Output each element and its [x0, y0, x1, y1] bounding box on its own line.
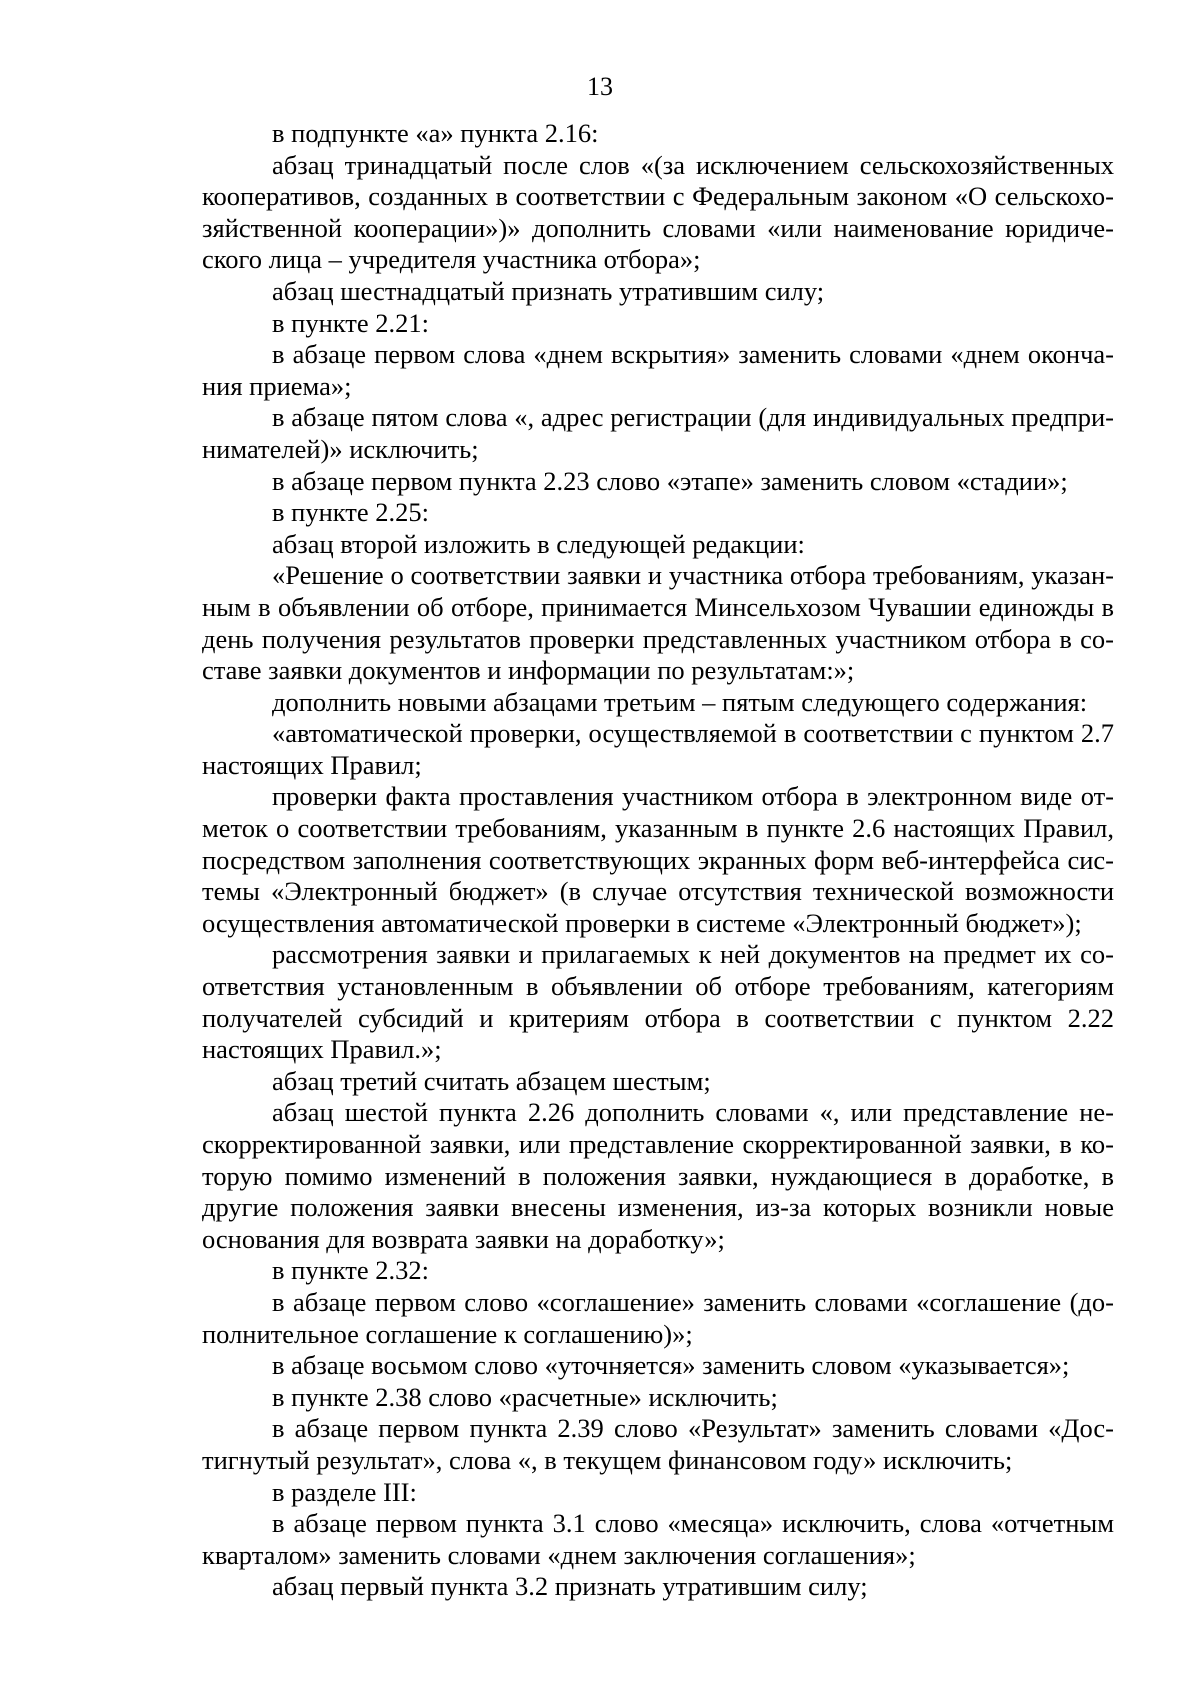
document-body: [202, 118, 1114, 1603]
paragraph: в пункте 2.21:: [272, 307, 429, 338]
paragraph: в абзаце первом слова «днем вскрытия» заменить словами «днем окончания приема»;: [202, 339, 1114, 401]
paragraph: в абзаце первом пункта 2.23 слово «этапе» заменить словом «стадии»;: [272, 465, 1068, 496]
paragraph: абзац шестнадцатый признать утратившим силу;: [272, 275, 825, 306]
paragraph: абзац третий считать абзацем шестым;: [272, 1065, 711, 1096]
paragraph: абзац шестой пункта 2.26 дополнить словами «, или представление нескорректированной заявки, или представление скорректированной заявки, в которую помимо изменений в положения заявки, нуждающиеся в доработке, в другие положения заявки внесены изменения, из-за которых возникли новые основания для возврата заявки на доработку»;: [202, 1097, 1114, 1254]
paragraph: дополнить новыми абзацами третьим – пятым следующего содержания:: [272, 686, 1088, 717]
paragraph: в абзаце пятом слова «, адрес регистрации (для индивидуальных предпринимателей)» исключить;: [202, 402, 1114, 464]
paragraph: в абзаце первом слово «соглашение» заменить словами «соглашение (дополнительное соглашение к соглашению)»;: [202, 1286, 1114, 1349]
paragraph: в пункте 2.38 слово «расчетные» исключить;: [272, 1381, 778, 1412]
paragraph: в абзаце первом пункта 3.1 слово «месяца» исключить, слова «отчетным кварталом» заменить словами «днем заключения соглашения»;: [202, 1508, 1114, 1570]
paragraph: в абзаце первом пункта 2.39 слово «Результат» заменить словами «Достигнутый результат», слова «, в текущем финансовом году» исключить;: [202, 1413, 1114, 1475]
paragraph: в пункте 2.25:: [272, 497, 429, 528]
paragraph: абзац второй изложить в следующей редакции:: [272, 528, 805, 559]
paragraph: абзац первый пункта 3.2 признать утратившим силу;: [272, 1571, 868, 1602]
paragraph: в разделе III:: [272, 1476, 417, 1507]
paragraph: в подпункте «а» пункта 2.16:: [272, 118, 599, 148]
paragraph: «Решение о соответствии заявки и участника отбора требованиям, указанным в объявлении об отборе, принимается Минсельхозом Чувашии единожды в день получения результатов проверки представленных участником отбора в составе заявки документов и информации по результатам:»;: [202, 560, 1114, 686]
page-number: 13: [587, 72, 613, 101]
paragraph: в абзаце восьмом слово «уточняется» заменить словом «указывается»;: [272, 1350, 1070, 1381]
paragraph: рассмотрения заявки и прилагаемых к ней документов на предмет их соответствия установленным в объявлении об отборе требованиям, категориям получателей субсидий и критериям отбора в соответствии с пунктом 2.22 настоящих Правил.»;: [202, 939, 1114, 1065]
paragraph: «автоматической проверки, осуществляемой в соответствии с пунктом 2.7 настоящих Правил;: [202, 718, 1114, 780]
paragraph: в пункте 2.32:: [272, 1255, 429, 1286]
paragraph: абзац тринадцатый после слов «(за исключением сельскохозяйственных кооперативов, созданных в соответствии с Федеральным законом «О сельскохозяйственной кооперации»)» дополнить словами «или наименование юридического лица – учредителя участника отбора»;: [202, 149, 1114, 275]
paragraph: проверки факта проставления участником отбора в электронном виде отметок о соответствии требованиям, указанным в пункте 2.6 настоящих Правил, посредством заполнения соответствующих экранных форм веб-интерфейса системы «Электронный бюджет» (в случае отсутствия технической возможности осуществления автоматической проверки в системе «Электронный бюджет»);: [202, 781, 1114, 938]
